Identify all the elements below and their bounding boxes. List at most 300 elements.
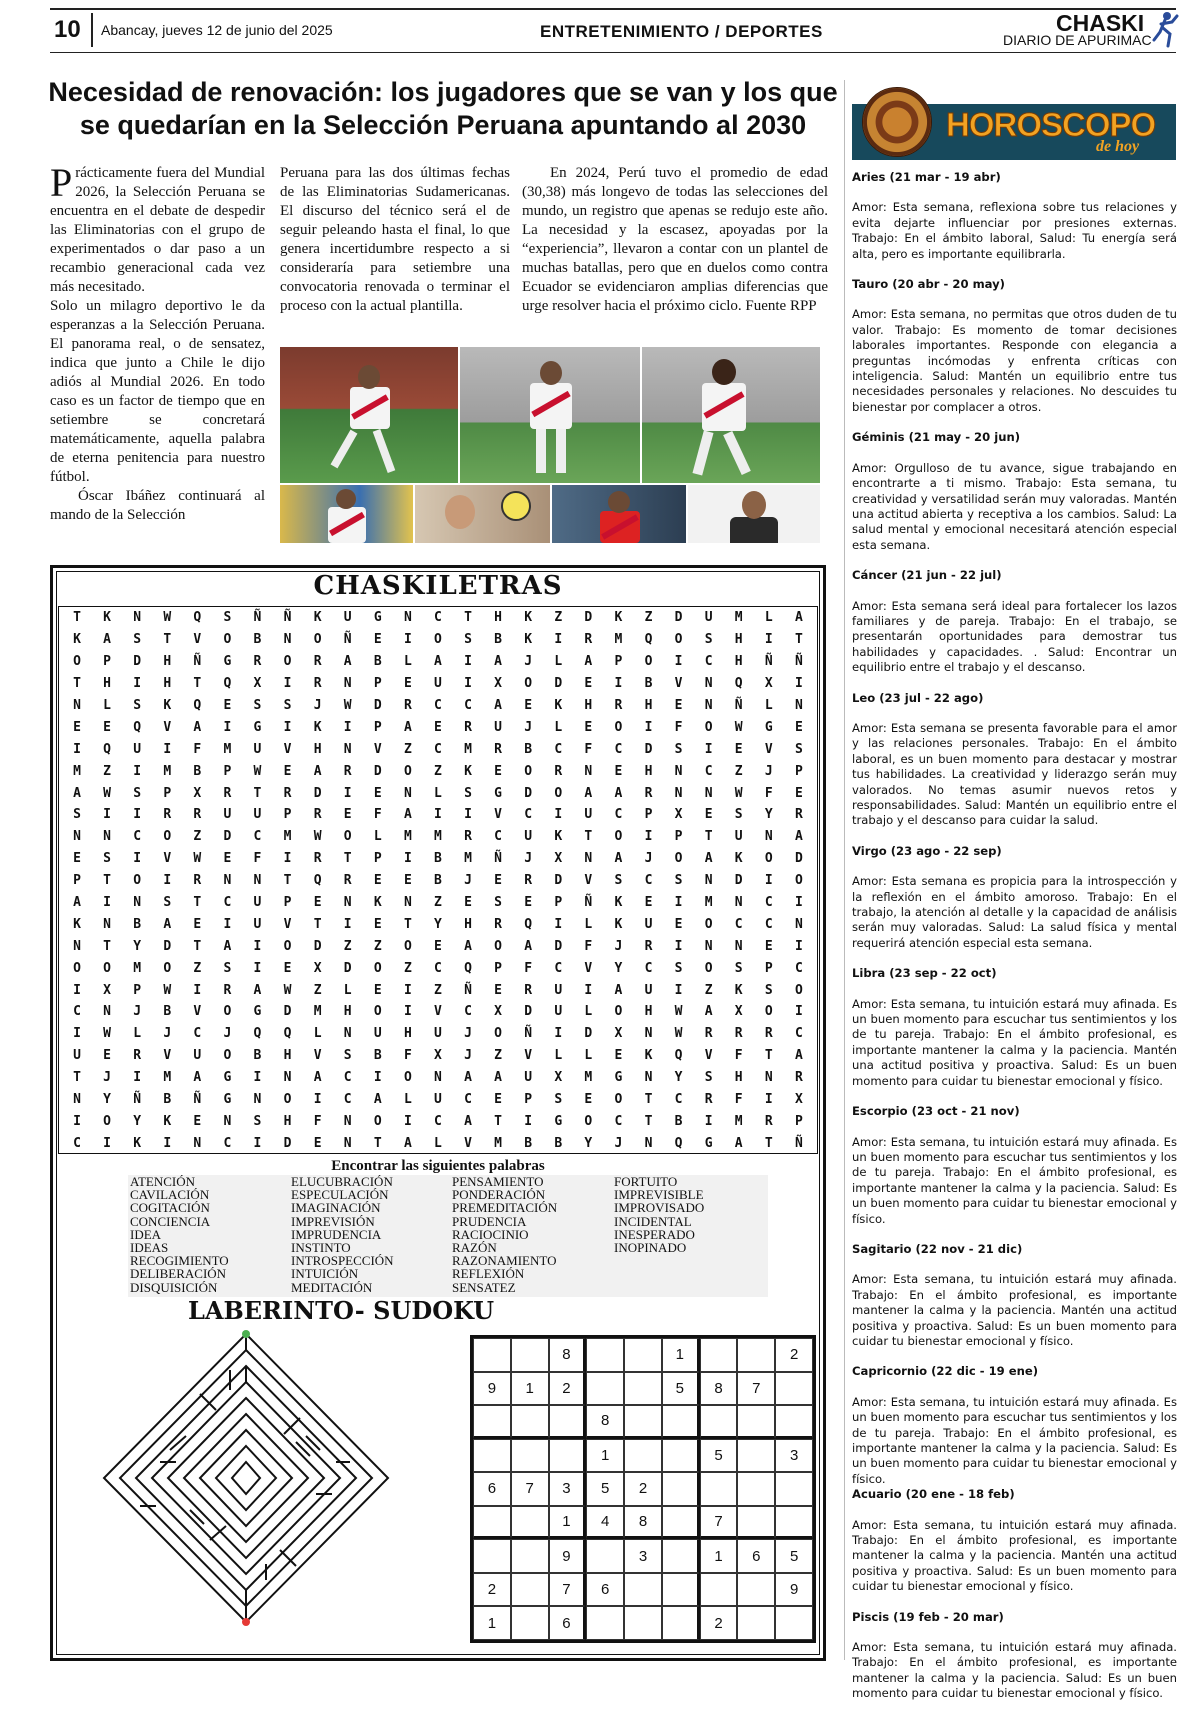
wordsearch-cell[interactable]: I [343, 719, 352, 735]
sudoku-cell[interactable]: 5 [775, 1539, 813, 1573]
wordsearch-cell[interactable]: S [464, 632, 472, 648]
wordsearch-cell[interactable]: K [163, 1113, 172, 1129]
wordsearch-cell[interactable]: O [554, 785, 563, 801]
wordsearch-cell[interactable]: G [253, 1004, 262, 1020]
sudoku-cell[interactable]: 1 [473, 1606, 511, 1640]
wordsearch-cell[interactable]: H [313, 741, 322, 757]
sudoku-cell[interactable]: 1 [586, 1439, 624, 1473]
wordsearch-cell[interactable]: F [584, 938, 593, 954]
wordsearch-cell[interactable]: P [554, 895, 563, 911]
sudoku-cell[interactable]: 1 [662, 1338, 700, 1372]
wordsearch-cell[interactable]: O [494, 938, 502, 954]
wordsearch-cell[interactable]: E [223, 851, 232, 867]
wordsearch-cell[interactable]: W [103, 785, 111, 801]
wordsearch-cell[interactable]: R [494, 741, 502, 757]
wordsearch-cell[interactable]: R [794, 1070, 803, 1086]
wordsearch-cell[interactable]: R [193, 807, 202, 823]
wordsearch-cell[interactable]: J [163, 1026, 172, 1042]
wordsearch-cell[interactable]: B [434, 873, 442, 889]
wordsearch-cell[interactable]: O [283, 938, 292, 954]
sudoku-cell[interactable]: 8 [549, 1338, 587, 1372]
wordsearch-cell[interactable]: N [674, 785, 683, 801]
wordsearch-cell[interactable]: E [644, 895, 653, 911]
wordsearch-cell[interactable]: X [103, 982, 111, 998]
wordsearch-cell[interactable]: N [103, 1004, 111, 1020]
wordsearch-cell[interactable]: S [283, 698, 292, 713]
wordsearch-cell[interactable]: P [494, 960, 502, 976]
wordsearch-cell[interactable]: O [403, 938, 412, 954]
wordsearch-cell[interactable]: R [704, 1092, 713, 1108]
wordsearch-cell[interactable]: U [253, 741, 262, 757]
wordsearch-cell[interactable]: O [704, 960, 713, 976]
wordsearch-cell[interactable]: C [734, 916, 743, 932]
wordsearch-cell[interactable]: R [133, 1048, 142, 1064]
wordsearch-cell[interactable]: L [313, 1026, 322, 1042]
wordsearch-cell[interactable]: E [193, 1113, 202, 1129]
wordsearch-cell[interactable]: V [193, 632, 202, 648]
wordsearch-cell[interactable]: E [373, 632, 382, 648]
sudoku-cell[interactable]: 8 [624, 1506, 662, 1540]
wordsearch-cell[interactable]: A [343, 654, 352, 670]
wordsearch-cell[interactable]: A [494, 654, 502, 670]
wordsearch-cell[interactable]: A [614, 851, 623, 867]
wordsearch-cell[interactable]: E [403, 873, 412, 889]
wordsearch-cell[interactable]: R [734, 1026, 743, 1042]
wordsearch-cell[interactable]: L [764, 698, 773, 713]
wordsearch-cell[interactable]: J [464, 1048, 472, 1064]
wordsearch-cell[interactable]: Z [434, 763, 442, 779]
wordsearch-cell[interactable]: T [644, 1092, 653, 1108]
wordsearch-cell[interactable]: E [103, 719, 111, 735]
wordsearch-cell[interactable]: C [464, 1004, 472, 1020]
wordsearch-cell[interactable]: N [73, 829, 81, 845]
wordsearch-cell[interactable]: A [373, 1092, 382, 1108]
wordsearch-cell[interactable]: S [73, 807, 81, 823]
sudoku-cell[interactable]: 9 [775, 1573, 813, 1607]
wordsearch-cell[interactable]: I [163, 741, 172, 757]
wordsearch-cell[interactable]: Ñ [193, 1092, 202, 1108]
wordsearch-cell[interactable]: M [163, 763, 172, 779]
wordsearch-cell[interactable]: V [764, 741, 773, 757]
wordsearch-cell[interactable]: P [794, 763, 803, 779]
wordsearch-cell[interactable]: C [704, 654, 713, 670]
wordsearch-cell[interactable]: V [163, 851, 172, 867]
wordsearch-cell[interactable]: X [253, 676, 262, 692]
sudoku-cell[interactable] [775, 1472, 813, 1506]
wordsearch-cell[interactable]: G [223, 1092, 232, 1108]
sudoku-cell[interactable] [511, 1338, 549, 1372]
wordsearch-cell[interactable]: J [524, 851, 533, 867]
wordsearch-cell[interactable]: W [193, 851, 202, 867]
wordsearch-cell[interactable]: J [313, 698, 322, 713]
sudoku-cell[interactable]: 6 [549, 1606, 587, 1640]
wordsearch-cell[interactable]: D [524, 785, 533, 801]
sudoku-cell[interactable]: 8 [700, 1372, 738, 1406]
wordsearch-cell[interactable]: O [163, 829, 172, 845]
sudoku-cell[interactable]: 1 [549, 1506, 587, 1540]
wordsearch-cell[interactable]: N [223, 1113, 232, 1129]
sudoku-cell[interactable]: 7 [549, 1573, 587, 1607]
wordsearch-cell[interactable]: E [494, 982, 502, 998]
wordsearch-cell[interactable]: Ñ [494, 851, 502, 867]
wordsearch-cell[interactable]: S [223, 960, 232, 976]
sudoku-cell[interactable] [473, 1405, 511, 1439]
wordsearch-cell[interactable]: Z [554, 610, 563, 626]
sudoku-cell[interactable] [737, 1506, 775, 1540]
wordsearch-cell[interactable]: R [343, 763, 352, 779]
wordsearch-cell[interactable]: G [554, 1113, 563, 1129]
wordsearch-cell[interactable]: T [283, 873, 292, 889]
wordsearch-cell[interactable]: B [163, 1092, 172, 1108]
wordsearch-cell[interactable]: Q [133, 719, 142, 735]
wordsearch-cell[interactable]: O [103, 960, 111, 976]
wordsearch-cell[interactable]: X [193, 785, 202, 801]
wordsearch-cell[interactable]: B [524, 741, 533, 757]
wordsearch-cell[interactable]: C [614, 741, 623, 757]
wordsearch-cell[interactable]: N [584, 851, 593, 867]
wordsearch-cell[interactable]: N [403, 895, 412, 911]
wordsearch-cell[interactable]: N [704, 698, 713, 713]
wordsearch-grid[interactable] [58, 606, 818, 1154]
wordsearch-cell[interactable]: I [644, 719, 653, 735]
wordsearch-cell[interactable]: B [163, 1004, 172, 1020]
wordsearch-cell[interactable]: S [464, 785, 472, 801]
wordsearch-cell[interactable]: Z [494, 1048, 502, 1064]
wordsearch-cell[interactable]: L [554, 1048, 563, 1064]
wordsearch-cell[interactable]: P [794, 1113, 803, 1129]
wordsearch-cell[interactable]: X [554, 851, 563, 867]
wordsearch-cell[interactable]: H [494, 610, 502, 626]
wordsearch-cell[interactable]: E [343, 807, 352, 823]
wordsearch-cell[interactable]: Y [764, 807, 773, 823]
wordsearch-cell[interactable]: A [704, 851, 713, 867]
wordsearch-cell[interactable]: Y [133, 938, 142, 954]
wordsearch-cell[interactable]: I [554, 807, 563, 823]
wordsearch-cell[interactable]: L [584, 916, 593, 932]
wordsearch-cell[interactable]: U [253, 895, 262, 911]
wordsearch-cell[interactable]: Ñ [734, 698, 743, 713]
wordsearch-cell[interactable]: B [554, 1135, 563, 1151]
wordsearch-cell[interactable]: U [193, 1048, 202, 1064]
wordsearch-cell[interactable]: S [734, 960, 743, 976]
wordsearch-cell[interactable]: K [554, 829, 563, 845]
wordsearch-cell[interactable]: A [193, 1070, 202, 1086]
sudoku-cell[interactable] [473, 1439, 511, 1473]
wordsearch-cell[interactable]: Y [103, 1092, 111, 1108]
wordsearch-cell[interactable]: F [403, 1048, 412, 1064]
wordsearch-cell[interactable]: O [403, 1070, 412, 1086]
wordsearch-cell[interactable]: Z [434, 982, 442, 998]
wordsearch-cell[interactable]: F [584, 741, 593, 757]
wordsearch-cell[interactable]: P [103, 654, 111, 670]
wordsearch-cell[interactable]: H [584, 698, 593, 713]
wordsearch-cell[interactable]: U [253, 807, 262, 823]
sudoku-cell[interactable] [662, 1405, 700, 1439]
wordsearch-cell[interactable]: I [73, 741, 81, 757]
wordsearch-cell[interactable]: C [343, 1092, 352, 1108]
sudoku-cell[interactable] [775, 1606, 813, 1640]
wordsearch-cell[interactable]: I [163, 1135, 172, 1151]
wordsearch-cell[interactable]: N [704, 873, 713, 889]
wordsearch-cell[interactable]: O [313, 632, 322, 648]
wordsearch-cell[interactable]: A [584, 654, 593, 670]
wordsearch-cell[interactable]: O [524, 763, 533, 779]
wordsearch-cell[interactable]: J [764, 763, 773, 779]
wordsearch-cell[interactable]: Q [253, 1026, 262, 1042]
wordsearch-cell[interactable]: T [764, 1048, 773, 1064]
wordsearch-cell[interactable]: O [223, 1048, 232, 1064]
sudoku-cell[interactable]: 1 [700, 1539, 738, 1573]
wordsearch-cell[interactable]: I [794, 676, 803, 692]
wordsearch-cell[interactable]: E [674, 698, 683, 713]
wordsearch-cell[interactable]: S [133, 785, 142, 801]
wordsearch-cell[interactable]: R [554, 763, 563, 779]
wordsearch-cell[interactable]: I [163, 873, 172, 889]
wordsearch-cell[interactable]: N [283, 632, 292, 648]
wordsearch-cell[interactable]: K [313, 719, 322, 735]
wordsearch-cell[interactable]: N [764, 1070, 773, 1086]
wordsearch-cell[interactable]: C [794, 1026, 803, 1042]
wordsearch-cell[interactable]: C [253, 829, 262, 845]
sudoku-cell[interactable] [700, 1338, 738, 1372]
wordsearch-cell[interactable]: O [704, 916, 713, 932]
wordsearch-cell[interactable]: A [464, 1113, 472, 1129]
wordsearch-cell[interactable]: Q [644, 632, 653, 648]
wordsearch-cell[interactable]: E [283, 960, 292, 976]
wordsearch-cell[interactable]: D [283, 1135, 292, 1151]
wordsearch-cell[interactable]: C [434, 1113, 442, 1129]
sudoku-cell[interactable]: 2 [775, 1338, 813, 1372]
wordsearch-cell[interactable]: Z [103, 763, 111, 779]
wordsearch-cell[interactable]: Y [133, 1113, 142, 1129]
wordsearch-cell[interactable]: O [223, 632, 232, 648]
wordsearch-cell[interactable]: C [73, 1004, 81, 1020]
wordsearch-cell[interactable]: T [73, 1070, 81, 1086]
wordsearch-cell[interactable]: D [343, 960, 352, 976]
wordsearch-cell[interactable]: M [73, 763, 81, 779]
wordsearch-cell[interactable]: A [794, 610, 803, 626]
sudoku-cell[interactable] [473, 1506, 511, 1540]
wordsearch-cell[interactable]: S [674, 960, 683, 976]
wordsearch-cell[interactable]: Q [524, 916, 533, 932]
wordsearch-cell[interactable]: O [133, 873, 142, 889]
wordsearch-cell[interactable]: I [343, 785, 352, 801]
wordsearch-cell[interactable]: F [734, 1048, 743, 1064]
wordsearch-cell[interactable]: O [644, 654, 653, 670]
wordsearch-cell[interactable]: N [73, 938, 81, 954]
wordsearch-cell[interactable]: B [674, 1113, 683, 1129]
wordsearch-cell[interactable]: Ñ [794, 654, 803, 670]
wordsearch-cell[interactable]: D [524, 1004, 533, 1020]
wordsearch-cell[interactable]: I [764, 873, 773, 889]
sudoku-cell[interactable] [737, 1472, 775, 1506]
wordsearch-cell[interactable]: I [764, 632, 773, 648]
wordsearch-cell[interactable]: I [554, 632, 563, 648]
wordsearch-cell[interactable]: I [283, 719, 292, 735]
wordsearch-cell[interactable]: O [373, 1004, 382, 1020]
wordsearch-cell[interactable]: R [403, 698, 412, 713]
wordsearch-cell[interactable]: R [644, 938, 653, 954]
wordsearch-cell[interactable]: I [464, 807, 472, 823]
wordsearch-cell[interactable]: D [584, 1026, 593, 1042]
wordsearch-cell[interactable]: D [283, 1004, 292, 1020]
wordsearch-cell[interactable]: Z [734, 763, 743, 779]
sudoku-cell[interactable] [662, 1506, 700, 1540]
wordsearch-cell[interactable]: I [223, 916, 232, 932]
wordsearch-cell[interactable]: F [253, 851, 262, 867]
wordsearch-cell[interactable]: N [133, 895, 142, 911]
wordsearch-cell[interactable]: L [103, 698, 111, 713]
wordsearch-cell[interactable]: O [794, 873, 803, 889]
wordsearch-cell[interactable]: Ñ [133, 1092, 142, 1108]
wordsearch-cell[interactable]: P [283, 807, 292, 823]
sudoku-cell[interactable]: 9 [549, 1539, 587, 1573]
wordsearch-cell[interactable]: D [373, 763, 382, 779]
wordsearch-cell[interactable]: B [434, 851, 442, 867]
wordsearch-cell[interactable]: I [403, 851, 412, 867]
wordsearch-cell[interactable]: Ñ [464, 982, 472, 998]
wordsearch-cell[interactable]: I [403, 982, 412, 998]
wordsearch-cell[interactable]: N [644, 1070, 653, 1086]
wordsearch-cell[interactable]: L [764, 610, 773, 626]
wordsearch-cell[interactable]: R [494, 916, 502, 932]
wordsearch-cell[interactable]: D [373, 698, 382, 713]
wordsearch-cell[interactable]: G [373, 610, 382, 626]
sudoku-cell[interactable] [624, 1606, 662, 1640]
sudoku-cell[interactable]: 7 [511, 1472, 549, 1506]
wordsearch-cell[interactable]: V [704, 1048, 713, 1064]
wordsearch-cell[interactable]: V [283, 916, 292, 932]
wordsearch-cell[interactable]: B [373, 654, 382, 670]
wordsearch-cell[interactable]: E [103, 1048, 111, 1064]
wordsearch-cell[interactable]: A [313, 763, 322, 779]
wordsearch-cell[interactable]: T [464, 610, 472, 626]
wordsearch-cell[interactable]: Z [193, 960, 202, 976]
wordsearch-cell[interactable]: F [193, 741, 202, 757]
wordsearch-cell[interactable]: P [223, 763, 232, 779]
wordsearch-cell[interactable]: H [343, 1004, 352, 1020]
wordsearch-cell[interactable]: I [283, 676, 292, 692]
wordsearch-cell[interactable]: Z [373, 938, 382, 954]
wordsearch-cell[interactable]: R [464, 719, 472, 735]
wordsearch-cell[interactable]: N [704, 785, 713, 801]
wordsearch-cell[interactable]: W [253, 763, 262, 779]
wordsearch-cell[interactable]: C [764, 895, 773, 911]
wordsearch-cell[interactable]: V [193, 1004, 202, 1020]
wordsearch-cell[interactable]: Q [103, 741, 111, 757]
wordsearch-cell[interactable]: D [794, 851, 803, 867]
wordsearch-cell[interactable]: K [73, 632, 81, 648]
wordsearch-cell[interactable]: A [464, 938, 472, 954]
wordsearch-cell[interactable]: N [343, 741, 352, 757]
wordsearch-cell[interactable]: I [133, 763, 142, 779]
wordsearch-cell[interactable]: K [133, 1135, 142, 1151]
wordsearch-cell[interactable]: D [674, 610, 683, 626]
wordsearch-cell[interactable]: E [764, 938, 773, 954]
wordsearch-cell[interactable]: E [223, 698, 232, 713]
wordsearch-cell[interactable]: N [343, 1135, 352, 1151]
wordsearch-cell[interactable]: I [133, 807, 142, 823]
wordsearch-cell[interactable]: I [343, 916, 352, 932]
wordsearch-cell[interactable]: N [764, 829, 773, 845]
wordsearch-cell[interactable]: V [373, 741, 382, 757]
wordsearch-cell[interactable]: N [734, 895, 743, 911]
wordsearch-cell[interactable]: E [494, 1092, 502, 1108]
wordsearch-cell[interactable]: I [103, 895, 111, 911]
sudoku-cell[interactable]: 3 [549, 1472, 587, 1506]
wordsearch-cell[interactable]: I [253, 1135, 262, 1151]
wordsearch-cell[interactable]: S [794, 741, 803, 757]
wordsearch-cell[interactable]: D [313, 938, 322, 954]
wordsearch-cell[interactable]: F [734, 1092, 743, 1108]
wordsearch-cell[interactable]: I [794, 1004, 803, 1020]
wordsearch-cell[interactable]: L [373, 829, 382, 845]
wordsearch-cell[interactable]: C [434, 610, 442, 626]
sudoku-cell[interactable] [586, 1539, 624, 1573]
sudoku-cell[interactable] [700, 1573, 738, 1607]
sudoku-cell[interactable]: 2 [473, 1573, 511, 1607]
wordsearch-cell[interactable]: S [704, 1070, 713, 1086]
wordsearch-cell[interactable]: I [464, 654, 472, 670]
wordsearch-cell[interactable]: P [373, 851, 382, 867]
wordsearch-cell[interactable]: I [584, 982, 593, 998]
wordsearch-cell[interactable]: M [614, 632, 623, 648]
sudoku-cell[interactable] [549, 1439, 587, 1473]
wordsearch-cell[interactable]: V [163, 719, 172, 735]
wordsearch-cell[interactable]: N [223, 873, 232, 889]
wordsearch-cell[interactable]: Q [674, 1135, 683, 1151]
wordsearch-cell[interactable]: J [133, 1004, 142, 1020]
sudoku-cell[interactable]: 6 [473, 1472, 511, 1506]
wordsearch-cell[interactable]: N [73, 1092, 81, 1108]
wordsearch-cell[interactable]: U [373, 1026, 382, 1042]
wordsearch-cell[interactable]: L [434, 1135, 442, 1151]
wordsearch-cell[interactable]: O [283, 1092, 292, 1108]
wordsearch-cell[interactable]: D [644, 741, 653, 757]
wordsearch-cell[interactable]: K [313, 610, 322, 626]
wordsearch-cell[interactable]: F [373, 807, 382, 823]
wordsearch-cell[interactable]: I [133, 851, 142, 867]
wordsearch-cell[interactable]: E [794, 785, 803, 801]
wordsearch-cell[interactable]: D [133, 654, 142, 670]
wordsearch-cell[interactable]: I [73, 1113, 81, 1129]
wordsearch-cell[interactable]: T [373, 1135, 382, 1151]
wordsearch-cell[interactable]: C [764, 916, 773, 932]
wordsearch-cell[interactable]: C [704, 763, 713, 779]
wordsearch-cell[interactable]: Y [614, 960, 623, 976]
wordsearch-cell[interactable]: K [73, 916, 81, 932]
wordsearch-cell[interactable]: I [253, 1070, 262, 1086]
wordsearch-cell[interactable]: O [73, 654, 81, 670]
wordsearch-cell[interactable]: A [494, 698, 502, 713]
wordsearch-cell[interactable]: W [674, 1026, 683, 1042]
wordsearch-cell[interactable]: V [313, 1048, 322, 1064]
wordsearch-cell[interactable]: O [614, 1004, 623, 1020]
sudoku-cell[interactable] [624, 1372, 662, 1406]
wordsearch-cell[interactable]: X [764, 676, 773, 692]
wordsearch-cell[interactable]: I [133, 1070, 142, 1086]
wordsearch-cell[interactable]: E [373, 916, 382, 932]
wordsearch-cell[interactable]: C [434, 698, 442, 713]
sudoku-cell[interactable]: 2 [624, 1472, 662, 1506]
wordsearch-cell[interactable]: P [764, 960, 773, 976]
wordsearch-cell[interactable]: I [614, 676, 623, 692]
wordsearch-cell[interactable]: W [283, 982, 292, 998]
wordsearch-cell[interactable]: O [704, 719, 713, 735]
wordsearch-cell[interactable]: A [794, 1048, 803, 1064]
wordsearch-cell[interactable]: X [734, 1004, 743, 1020]
wordsearch-cell[interactable]: T [163, 632, 172, 648]
